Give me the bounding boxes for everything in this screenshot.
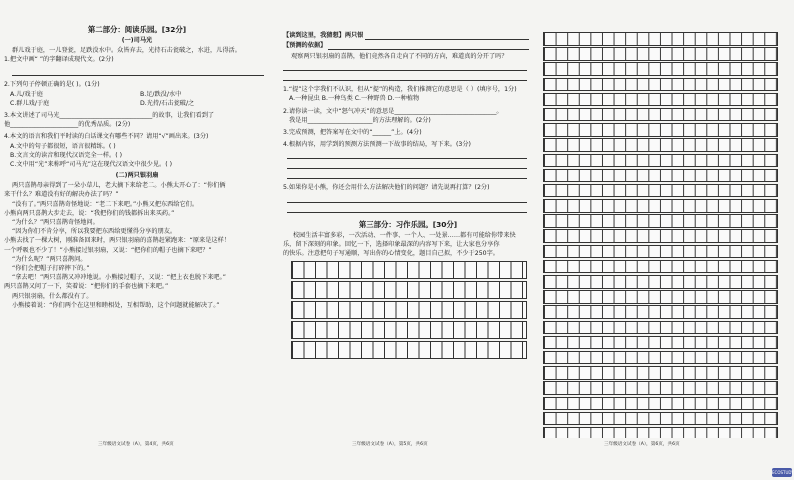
answer-line[interactable] [287,169,527,179]
prediction-line[interactable] [365,30,529,40]
question-2-cont: 我是用_____________________的方法理解的。(2分) [289,116,431,124]
writing-prompt: 的快乐。注意把句子写通顺，写出你的心情变化，题目自己拟，不少于250字。 [283,250,499,258]
answer-line[interactable] [283,71,527,81]
passage2-line: 两只喜鹊又问了一下，笑着说：“把你们的手套也摘下来吧。” [4,283,169,291]
answer-line[interactable] [283,61,527,71]
section-sima-guang-title: (一)司马光 [121,37,153,44]
q2-option-c[interactable]: C.群儿戏/于庭 [10,99,50,107]
basis-header: 【预测的依据】 [283,41,327,49]
page-6-column [541,32,782,438]
page-6-footer: 三年级语文试卷（A），第6页，共6页 [604,442,680,447]
page-5-column [283,30,533,438]
grid-row[interactable] [291,321,527,339]
grid-row[interactable] [543,336,778,350]
question-3-cont: 他______________________的优秀品质。(2分) [4,121,131,129]
question-5: 5.如果你是小熊，你还会用什么方法解决他们的问题？请先说再打算？(2分) [283,184,490,192]
q2-options-row-1 [4,90,270,99]
answer-line[interactable] [287,159,527,169]
answer-line[interactable] [287,149,527,159]
grid-row[interactable] [543,47,778,61]
q4-option-a[interactable]: A.文中的句子都很短，语言很精练。( ) [10,142,116,150]
passage2-line: 两只银羽扇，什么都没有了。 [12,292,93,300]
grid-row[interactable] [543,214,778,228]
grid-row[interactable] [543,229,778,243]
q2-options-row-2 [4,99,270,108]
basis-header-row [283,40,533,50]
grid-row[interactable] [543,427,778,438]
grid-row[interactable] [543,351,778,365]
grid-row[interactable] [543,260,778,274]
page-4-footer: 三年级语文试卷（A），第4页，共6页 [98,442,174,447]
grid-row[interactable] [543,305,778,319]
grid-row[interactable] [291,341,527,359]
grid-row[interactable] [543,154,778,168]
grid-row[interactable] [543,93,778,107]
q2-option-a[interactable]: A.儿/戏于庭 [10,90,43,98]
page-5-footer: 三年级语文试卷（A），第5页，共6页 [352,442,428,447]
grid-row[interactable] [543,123,778,137]
grid-row[interactable] [543,397,778,411]
answer-line[interactable] [287,203,527,213]
passage2-line: “为什么？”两只喜鹊奇怪地问。 [12,219,99,227]
part-three-title: 第三部分：习作乐园。[30分] [358,219,458,229]
question-3: 3.本文讲述了司马光______________________________的故事，让我们看到了 [4,112,215,120]
q2-option-b[interactable]: B.足/跌没/水中 [140,90,182,98]
passage2-line: “拿去吧！”两只喜鹊又冲冲地说。小熊接过帽子，又说：“把上衣也脱下来吧。” [12,274,226,282]
passage2-line: 一个呼吸也不少了！”小熊接过银羽扇，又说：“把你们的帽子也摘下来吧？” [4,246,212,254]
passage2-line: “为什么呢？”两只喜鹊问。 [12,255,87,263]
grid-row[interactable] [543,78,778,92]
grid-row[interactable] [543,62,778,76]
watermark-logo: ECOSTUDY [772,470,794,475]
basis-line[interactable] [328,40,529,50]
grid-row[interactable] [543,275,778,289]
grid-row[interactable] [543,321,778,335]
q2-option-d[interactable]: D.光持/石击瓮破/之 [140,99,195,107]
composition-grid[interactable] [283,261,533,359]
grid-row[interactable] [543,108,778,122]
grid-row[interactable] [543,381,778,395]
composition-grid-continued[interactable] [541,32,782,438]
prediction-header: 【读到这里，我猜想】两只银 [283,31,364,39]
passage2-line: “没有了。”两只喜鹊奇怪地说：“老二下来吧。”小熊又把东西给它们。 [12,200,199,208]
answer-line[interactable] [287,193,527,203]
grid-row[interactable] [543,199,778,213]
question-3: 3.完成预测，把答案写在文中的“______”上。(4分) [283,129,422,137]
grid-row[interactable] [543,169,778,183]
grid-row[interactable] [543,184,778,198]
q4-option-c[interactable]: C.文中用“光”来称呼“司马光”这在现代汉语文中很少见。( ) [10,161,173,169]
question-4: 4.根据内容，用学到的预测方法预测一下故事的结局，写下来。(3分) [283,141,471,149]
part-two-title: 第二部分：阅读乐园。[32分] [87,25,187,34]
passage2-line: “因为你们不肯分享，所以我要把东西给更懂得分享的朋友。 [12,228,177,236]
q1-options[interactable]: A.一种昆虫 B.一种鸟类 C.一种野兽 D.一种植物 [289,95,420,103]
passage2-line: “你们会把帽子打碎摔下的。” [12,265,90,273]
question-1: 1.把文中画“ ”的字翻译成现代文。(2分) [4,56,114,64]
grid-row[interactable] [543,412,778,426]
question-2: 2.下列句子停顿正确的是( )。(1分) [4,81,100,89]
question-1: 1.“提”这个字我们不认识，但从“提”的构造，我们推测它的意思是（ ）(填序号，1分) [283,86,517,94]
grid-row[interactable] [291,281,527,299]
writing-prompt: 校园生活丰富多彩，一次活动、一件事、一个人、一处景……都有可能给你带来快 [293,231,516,239]
q4-option-b[interactable]: B.文言文的读音和现代汉语完全一样。( ) [10,151,123,159]
grid-row[interactable] [543,32,778,46]
question-2: 2.请你读一读，文中“怒气冲天”的意思是_________________________________。 [283,107,503,115]
answer-line[interactable] [12,66,264,76]
page-4-column [4,24,270,438]
passage2-line: 两只喜鹊母亲得到了一朵小草儿，老大摘下来给老二。小熊太开心了：“你们俩 [12,182,226,190]
grid-row[interactable] [543,366,778,380]
prediction-header-row [283,30,533,40]
passage-continuation: 观察两只银羽扇的喜鹊，他们竟然各自走向了不同的方向，难道真的分开了吗？ [291,53,508,60]
classical-passage: 群儿戏于庭，一儿登瓮，足跌没水中。众皆弃去，光持石击瓮破之，水迸，儿得活。 [12,47,241,54]
passage2-line: 小熊去找了一棵大树，刚准备回来时，两只银羽扇的喜鹊赶紧跑来：“原来是这样！ [4,237,230,245]
grid-row[interactable] [543,290,778,304]
passage2-line: 小熊向两只喜鹊大步走去，说：“我把你们的钱都拆出来买药。” [4,209,175,217]
passage2-line: 小熊接着说：“你们两个在这里和睦相处，互相帮助，这个问题就能解决了。” [12,301,220,309]
grid-row[interactable] [543,245,778,259]
question-4: 4.本文的语言和我们平时读的白话课文有哪些不同？请用“√”画出来。(3分) [4,133,209,141]
grid-row[interactable] [543,138,778,152]
writing-prompt: 乐，留下深刻的印象。回忆一下，选择印象最深的内容写下来，让大家也分享你 [283,240,500,248]
passage2-line: 来干什么？难道没有好的解决办法了吗？” [4,191,119,199]
grid-row[interactable] [291,301,527,319]
grid-row[interactable] [291,261,527,279]
section-two-title: (二)两只银羽扇 [115,172,159,180]
